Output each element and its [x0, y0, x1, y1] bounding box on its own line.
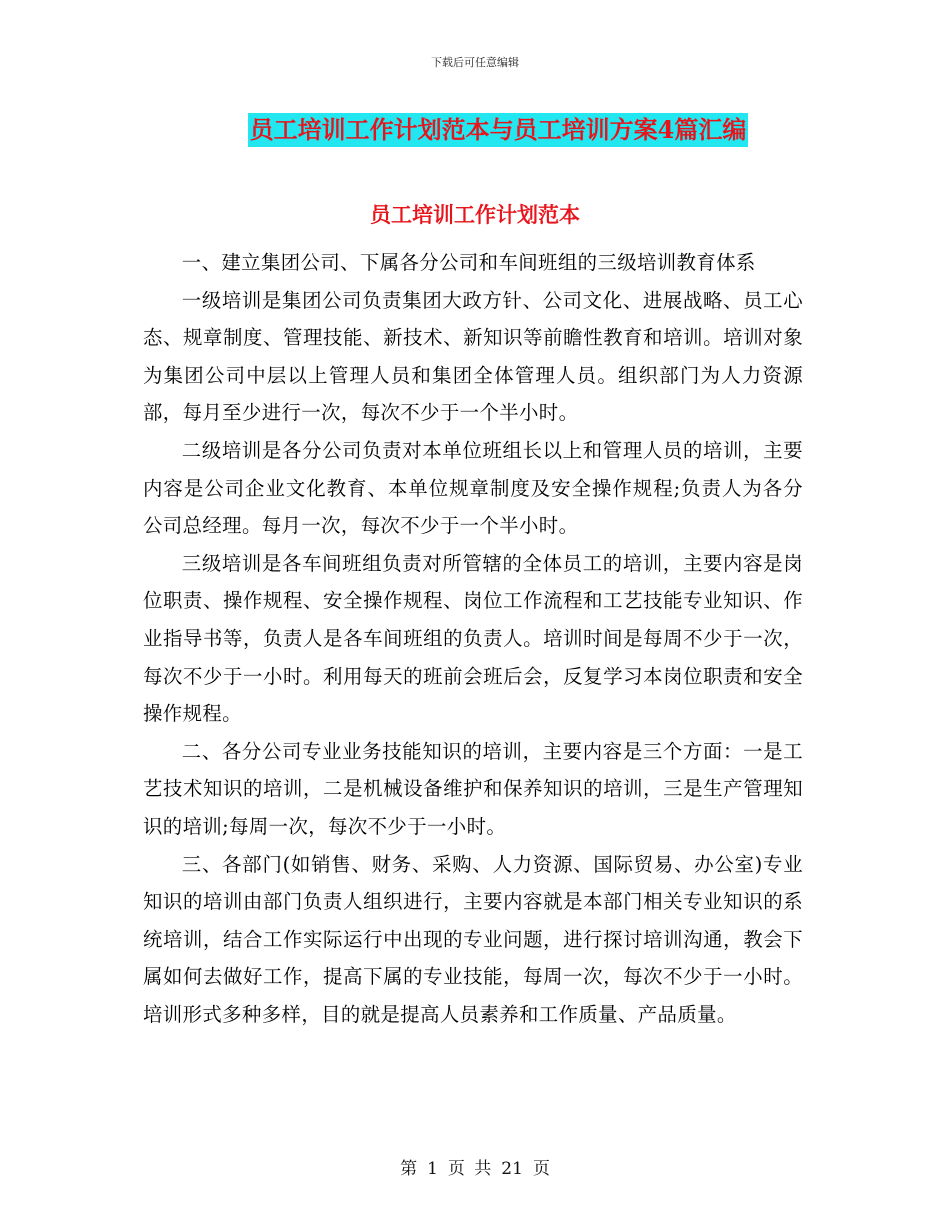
paragraph: 一、建立集团公司、下属各分公司和车间班组的三级培训教育体系: [181, 251, 756, 274]
paragraph: 一级培训是集团公司负责集团大政方针、公司文化、进展战略、员工心态、规章制度、管理技能、新技术、新知识等前瞻性教育和培训。培训对象为集团公司中层以上管理人员和集团全体管理人员。组织部门为人力资源部，每月至少进行一次，每次不少于一个半小时。: [143, 288, 803, 425]
section-title: 员工培训工作计划范本: [370, 202, 580, 227]
footer-page-number: 1: [427, 1159, 438, 1179]
footer-middle: 页 共: [447, 1159, 492, 1179]
body-text: [143, 244, 803, 1033]
paragraph: 三、各部门(如销售、财务、采购、人力资源、国际贸易、办公室)专业知识的培训由部门负责人组织进行，主要内容就是本部门相关专业知识的系统培训，结合工作实际运行中出现的专业问题，进行探讨培训沟通，教会下属如何去做好工作，提高下属的专业技能，每周一次，每次不少于一小时。培训形式多种多样，目的就是提高人员素养和工作质量、产品质量。: [143, 852, 803, 1026]
main-title: 员工培训工作计划范本与员工培训方案4篇汇编: [248, 113, 749, 147]
page-footer: [0, 1154, 950, 1179]
paragraph: 二级培训是各分公司负责对本单位班组长以上和管理人员的培训，主要内容是公司企业文化教育、本单位规章制度及安全操作规程;负责人为各分公司总经理。每月一次，每次不少于一个半小时。: [143, 438, 803, 538]
footer-total-pages: 21: [501, 1159, 523, 1179]
paragraph: 二、各分公司专业业务技能知识的培训，主要内容是三个方面：一是工艺技术知识的培训，二是机械设备维护和保养知识的培训，三是生产管理知识的培训;每周一次，每次不少于一小时。: [143, 739, 803, 838]
footer-suffix: 页: [532, 1159, 550, 1179]
paragraph: 三级培训是各车间班组负责对所管辖的全体员工的培训，主要内容是岗位职责、操作规程、安全操作规程、岗位工作流程和工艺技能专业知识、作业指导书等，负责人是各车间班组的负责人。培训时间是每周不少于一次，每次不少于一小时。利用每天的班前会班后会，反复学习本岗位职责和安全操作规程。: [143, 551, 803, 726]
footer-prefix: 第: [400, 1159, 418, 1179]
header-note: 下载后可任意编辑: [431, 56, 519, 69]
main-title-container: [0, 113, 950, 147]
